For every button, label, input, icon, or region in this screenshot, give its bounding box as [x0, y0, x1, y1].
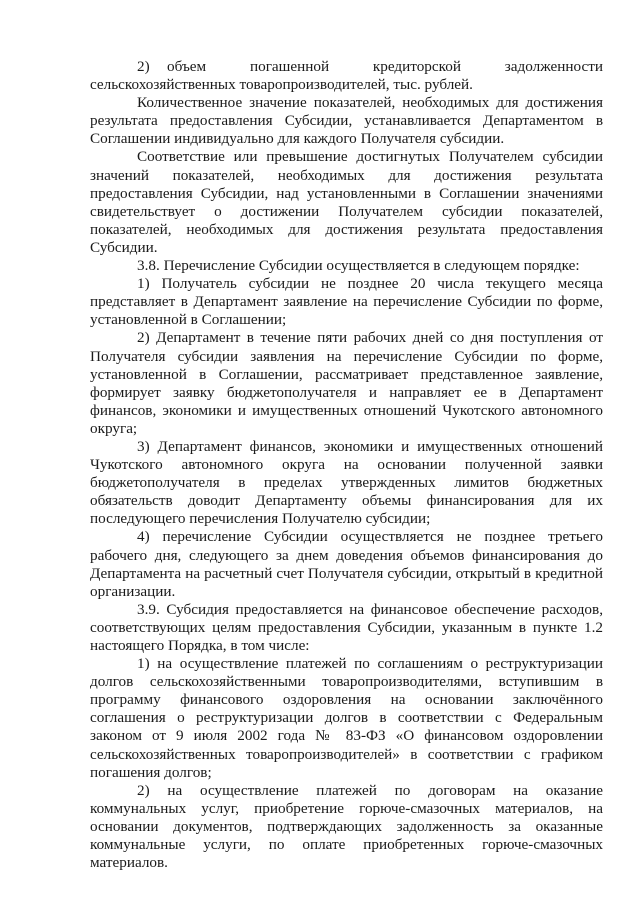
- list-item-3-9-2: 2) на осуществление платежей по договорам на оказание коммунальных услуг, приобретение горюче-смазочных материалов, на основании документов, подтверждающих задолженность за оказанные коммунальные услуги, по оплате приобретенных горюче-смазочных материалов.: [90, 781, 603, 872]
- list-item-text: объем погашенной кредиторской задолженности сельскохозяйственных товаропроизводителей, тыс. рублей.: [90, 58, 603, 94]
- paragraph-indicator-compliance: Соответствие или превышение достигнутых Получателем субсидии значений показателей, необходимых для достижения результата предоставления Субсидии, над установленными в Соглашении значениями свидетельствует о достижении Получателем субсидии показателей, показателей, необходимых для достижения результата предоставления Субсидии.: [90, 148, 603, 256]
- section-heading-3-8: 3.8. Перечисление Субсидии осуществляется в следующем порядке:: [137, 257, 580, 275]
- list-item-3-8-3: 3) Департамент финансов, экономики и имущественных отношений Чукотского автономного округа на основании полученной заявки бюджетополучателя в пределах утвержденных лимитов бюджетных обязательств доводит Департаменту объемы финансирования для их последующего перечисления Получателю субсидии;: [90, 437, 603, 528]
- section-heading-3-9: 3.9. Субсидия предоставляется на финансовое обеспечение расходов, соответствующих целям предоставления Субсидии, указанным в пункте 1.2 настоящего Порядка, в том числе:: [90, 600, 603, 654]
- list-item-3-9-1: 1) на осуществление платежей по соглашениям о реструктуризации долгов сельскохозяйственными товаропроизводителями, вступившим в программу финансового оздоровления на основании заключённого соглашения о реструктуризации долгов в соответствии с Федеральным законом от 9 июля 2002 года № 83-ФЗ «О финансовом оздоровлении сельскохозяйственных товаропроизводителей» в соответствии с графиком погашения долгов;: [90, 655, 603, 781]
- list-item-number: 2): [137, 58, 150, 75]
- list-item-volume-of-repaid-debt: [90, 58, 603, 94]
- paragraph-indicator-values: Количественное значение показателей, необходимых для достижения результата предоставления Субсидии, устанавливается Департаментом в Соглашении индивидуально для каждого Получателя субсидии.: [90, 94, 603, 148]
- list-item-3-8-2: 2) Департамент в течение пяти рабочих дней со дня поступления от Получателя субсидии заявления на перечисление Субсидии по форме, установленной в Соглашении, рассматривает представленное заявление, формирует заявку бюджетополучателя и направляет ее в Департамент финансов, экономики и имущественных отношений Чукотского автономного округа;: [90, 329, 603, 437]
- document-body: [90, 58, 603, 872]
- list-item-3-8-1: 1) Получатель субсидии не позднее 20 числа текущего месяца представляет в Департамент заявление на перечисление Субсидии по форме, установленной в Соглашении;: [90, 275, 603, 329]
- list-item-3-8-4: 4) перечисление Субсидии осуществляется не позднее третьего рабочего дня, следующего за днем доведения объемов финансирования до Департамента на расчетный счет Получателя субсидии, открытый в кредитной организации.: [90, 528, 603, 600]
